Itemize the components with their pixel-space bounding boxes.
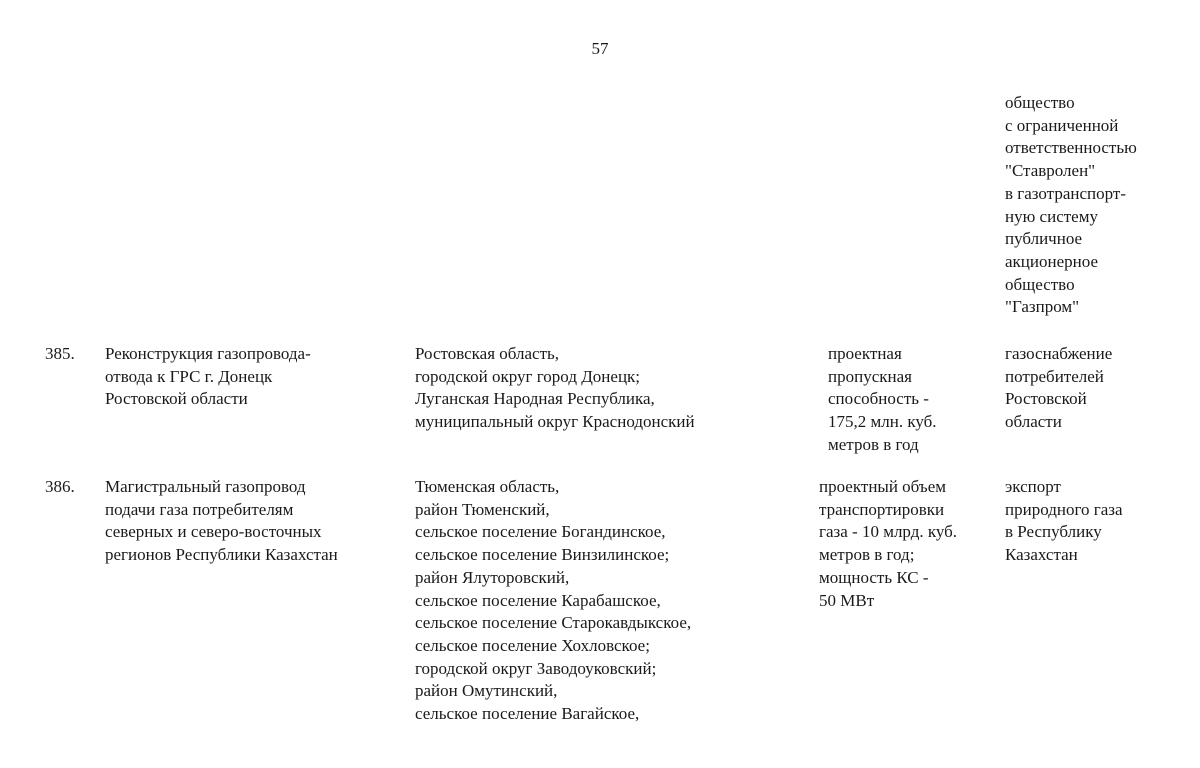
text-line: проектный объем [819,477,947,496]
text-line: транспортировки [819,499,945,519]
text-line: отвода к ГРС г. Донецк [105,366,273,386]
text-line: общество [1005,93,1075,112]
text-line: пропускная [828,366,912,386]
text-line: проектная [828,344,902,363]
text-line: ответственностью [1005,138,1137,158]
location-cell [415,476,691,726]
text-line: район Омутинский, [415,681,558,701]
text-line: потребителей [1005,366,1104,386]
text-line: акционерное [1005,251,1098,271]
purpose-cell [1005,343,1112,434]
text-line: области [1005,412,1062,432]
text-line: экспорт [1005,477,1061,496]
text-line: сельское поселение Вагайское, [415,704,640,724]
text-line: способность - [828,389,929,409]
object-name-cell [105,343,311,411]
continued-purpose-cell [1005,92,1137,319]
text-line: общество [1005,274,1075,294]
text-line: Казахстан [1005,545,1078,565]
text-line: городской округ город Донецк; [415,366,641,386]
text-line: природного газа [1005,499,1123,519]
text-line: Ростовской области [105,389,248,409]
text-line: метров в год [828,434,919,454]
text-line: мощность КС - [819,567,929,587]
text-line: подачи газа потребителям [105,499,294,519]
text-line: газоснабжение [1005,344,1113,363]
row-number: 385. [45,344,75,363]
text-line: сельское поселение Богандинское, [415,522,666,542]
text-line: район Ялуторовский, [415,567,570,587]
object-name-cell [105,476,338,567]
text-line: 50 МВт [819,590,875,610]
location-cell [415,343,695,434]
text-line: сельское поселение Хохловское; [415,635,650,655]
page-number: 57 [591,39,609,58]
text-line: газа - 10 млрд. куб. [819,522,958,542]
capacity-cell [828,343,937,457]
text-line: сельское поселение Карабашское, [415,590,661,610]
text-line: Луганская Народная Республика, [415,389,655,409]
text-line: ную систему [1005,206,1098,226]
text-line: публичное [1005,229,1083,249]
text-line: Реконструкция газопровода- [105,344,311,363]
capacity-cell [819,476,957,612]
text-line: с ограниченной [1005,115,1119,135]
text-line: 175,2 млн. куб. [828,412,937,432]
text-line: район Тюменский, [415,499,550,519]
text-line: "Ставролен" [1005,161,1096,181]
text-line: муниципальный округ Краснодонский [415,412,695,432]
text-line: северных и северо-восточных [105,522,322,542]
text-line: Магистральный газопровод [105,477,306,496]
text-line: "Газпром" [1005,297,1080,317]
text-line: Тюменская область, [415,477,560,496]
text-line: сельское поселение Винзилинское; [415,545,670,565]
text-line: в Республику [1005,522,1102,542]
text-line: в газотранспорт- [1005,183,1126,203]
purpose-cell [1005,476,1123,567]
text-line: Ростовская область, [415,344,560,363]
text-line: регионов Республики Казахстан [105,545,338,565]
text-line: сельское поселение Старокавдыкское, [415,613,692,633]
text-line: Ростовской [1005,389,1087,409]
text-line: городской округ Заводоуковский; [415,658,657,678]
row-number: 386. [45,477,75,496]
text-line: метров в год; [819,545,915,565]
